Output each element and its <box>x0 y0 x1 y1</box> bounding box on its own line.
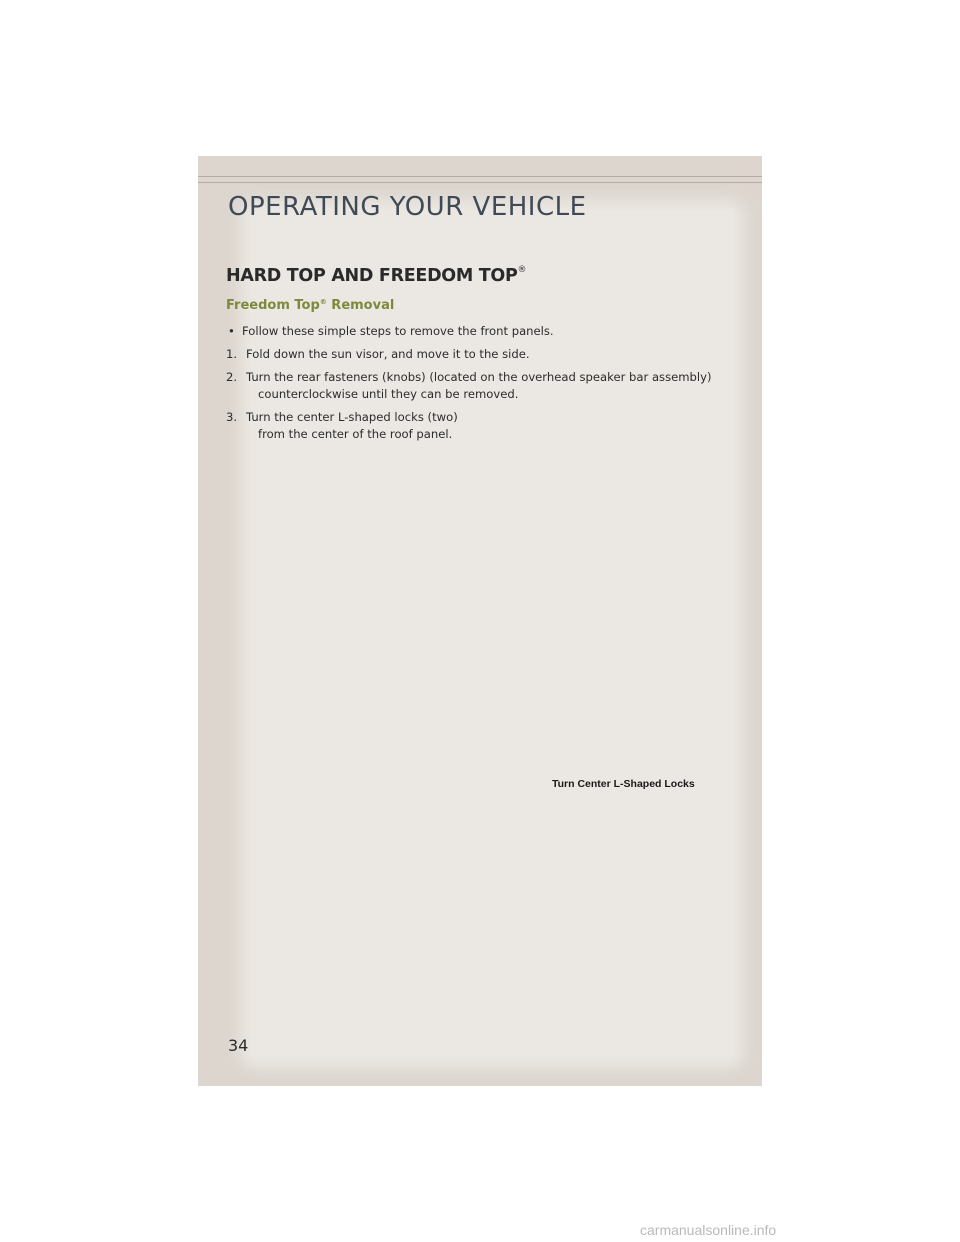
step-number: 1. <box>226 347 238 361</box>
step-line-2: from the center of the roof panel. <box>258 427 453 441</box>
bullet-text: Follow these simple steps to remove the front panels. <box>242 324 554 338</box>
step-text <box>246 346 736 363</box>
manual-page <box>198 156 762 1086</box>
header-rule-top <box>198 176 762 177</box>
step-line-1: Turn the center L-shaped locks (two) <box>246 410 458 424</box>
watermark-text: carmanualsonline.info <box>640 1222 777 1238</box>
step-number: 2. <box>226 370 238 384</box>
sub-heading-text: Freedom Top <box>226 298 320 313</box>
step-line-1: Fold down the sun visor, and move it to the side. <box>246 347 530 361</box>
figure-caption: Turn Center L-Shaped Locks <box>552 778 695 790</box>
main-heading <box>226 266 736 286</box>
registered-mark: ® <box>517 265 527 275</box>
header-rule-bottom <box>198 182 762 183</box>
bullet-mark: • <box>228 324 235 338</box>
content-area <box>226 265 736 790</box>
step-3 <box>226 409 736 443</box>
sub-heading <box>226 298 736 313</box>
step-line-1: Turn the rear fasteners (knobs) (located on the overhead speaker bar assembly) <box>246 370 712 384</box>
step-number: 3. <box>226 410 238 424</box>
step-text <box>246 369 736 403</box>
sub-heading-rest: Removal <box>326 298 395 313</box>
section-title: OPERATING YOUR VEHICLE <box>228 192 587 222</box>
step-line-2: counterclockwise until they can be removed. <box>258 387 519 401</box>
registered-mark-sub: ® <box>319 298 327 306</box>
step-2 <box>226 369 736 403</box>
step-text <box>246 409 736 443</box>
page-number: 34 <box>228 1036 249 1055</box>
step-1 <box>226 346 736 363</box>
bullet-item <box>226 323 736 340</box>
main-heading-text: HARD TOP AND FREEDOM TOP <box>226 266 518 286</box>
